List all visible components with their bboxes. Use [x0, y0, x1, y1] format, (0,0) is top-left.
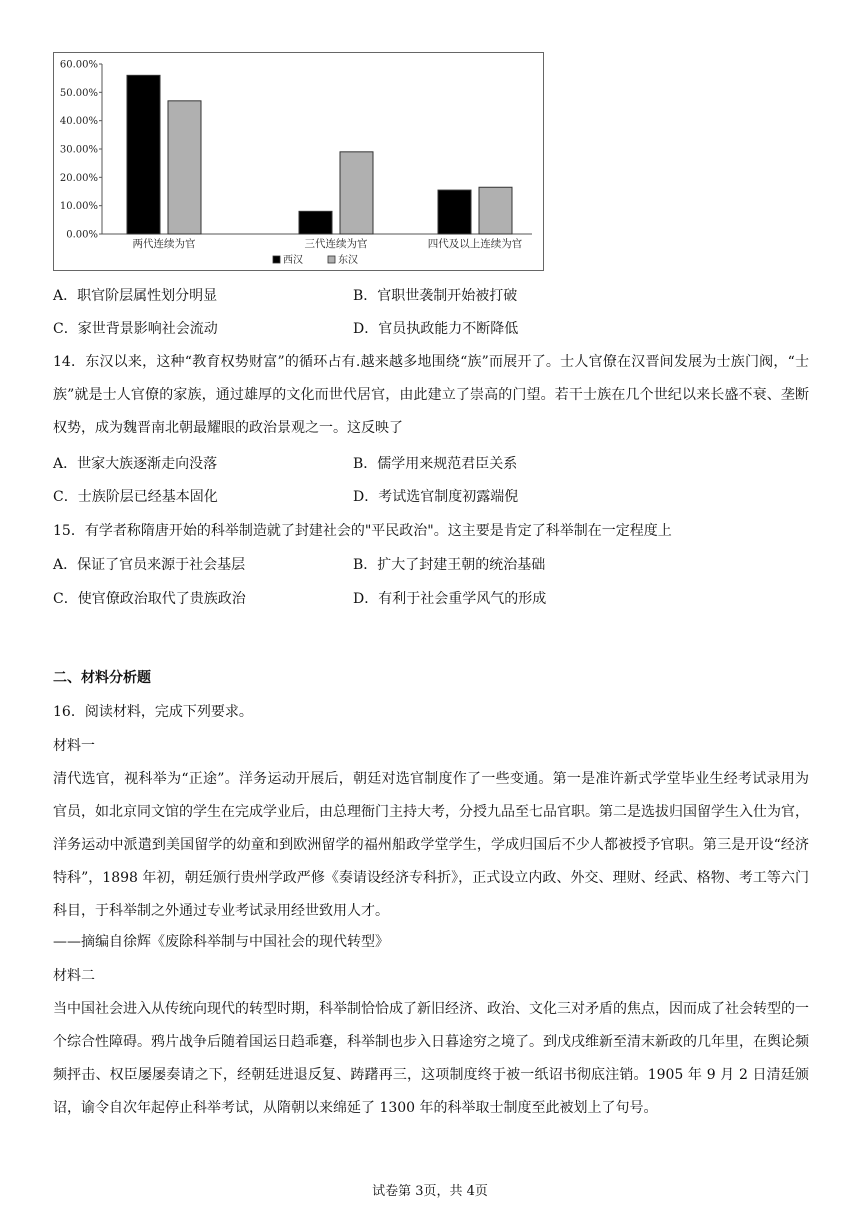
page-footer: 试卷第 3页，共 4页 — [372, 1184, 488, 1199]
y-tick-label: 50.00% — [59, 87, 98, 99]
q14-option-d[interactable]: D．考试选官制度初露端倪 — [353, 489, 519, 505]
y-tick-label: 60.00% — [59, 59, 98, 71]
q13-option-a[interactable]: A．职官阶层属性划分明显 — [53, 288, 218, 304]
q14-option-b[interactable]: B．儒学用来规范君臣关系 — [353, 456, 518, 472]
y-tick-label: 30.00% — [59, 144, 98, 156]
material2-text: 当中国社会进入从传统向现代的转型时期，科举制恰恰成了新旧经济、政治、文化三对矛盾的焦点，因而成了社会转型的一个综合性障碍。鸦片战争后随着国运日趋乖蹇，科举制也步入日暮途穷之境了。到戊戌维新至清末新政的几年里，在舆论频频抨击、权臣屡屡奏请之下，经朝廷进退反复、踌躇再三，这项制度终于被一纸诏书彻底注销。1905 年 9 月 2 日清廷颁诏，谕令自次年起停止科举考试，从隋朝以来绵延了 1300 年的科举取士制度至此被划上了句号。 — [53, 1001, 809, 1116]
q14-stem: 14．东汉以来，这种“教育权势财富”的循环占有.越来越多地围绕“族”而展开了。士人官僚在汉晋间发展为士族门阀，“士族”就是士人官僚的家族，通过雄厚的文化而世代居官，由此建立了崇高的门望。若干士族在几个世纪以来长盛不衰、垄断权势，成为魏晋南北朝最耀眼的政治景观之一。这反映了 — [53, 354, 809, 436]
y-tick-label: 0.00% — [66, 229, 98, 241]
x-tick-label: 四代及以上连续为官 — [427, 238, 523, 250]
material1-text: 清代选官，视科举为“正途”。洋务运动开展后，朝廷对选官制度作了一些变通。第一是准许新式学堂毕业生经考试录用为官员，如北京同文馆的学生在完成学业后，由总理衙门主持大考，分授九品至七品官职。第二是选拔归国留学生入仕为官，洋务运动中派遣到美国留学的幼童和到欧洲留学的福州船政学堂学生，学成归国后不少人都被授予官职。第三是开设“经济特科”，1898 年初，朝廷颁行贵州学政严修《奏请设经济专科折》，正式设立内政、外交、理财、经武、格物、考工等六门科目，于科举制之外通过专业考试录用经世致用人才。 — [53, 771, 809, 919]
bar-chart — [53, 52, 544, 271]
q14-option-c[interactable]: C．士族阶层已经基本固化 — [53, 489, 218, 505]
bar-chart-svg — [54, 53, 545, 272]
q13-option-d[interactable]: D．官员执政能力不断降低 — [353, 321, 519, 337]
bar-1-0 — [299, 211, 332, 234]
material1-label: 材料一 — [53, 738, 95, 754]
legend-label-0: 西汉 — [283, 255, 303, 266]
bar-2-0 — [438, 190, 471, 234]
legend-swatch-0 — [273, 256, 280, 263]
bar-2-1 — [479, 187, 512, 234]
q13-option-b[interactable]: B．官职世袭制开始被打破 — [353, 288, 518, 304]
bar-0-0 — [127, 75, 160, 234]
section-title: 二、材料分析题 — [53, 670, 151, 686]
q15-option-c[interactable]: C．使官僚政治取代了贵族政治 — [53, 591, 246, 607]
material1-source: ——摘编自徐辉《废除科举制与中国社会的现代转型》 — [53, 934, 389, 950]
q15-option-d[interactable]: D．有利于社会重学风气的形成 — [353, 591, 547, 607]
y-tick-label: 40.00% — [59, 116, 98, 128]
x-tick-label: 三代连续为官 — [304, 238, 368, 250]
x-tick-label: 两代连续为官 — [132, 238, 196, 250]
q15-option-a[interactable]: A．保证了官员来源于社会基层 — [53, 557, 246, 573]
bar-1-1 — [340, 152, 373, 234]
q16-stem: 16．阅读材料，完成下列要求。 — [53, 704, 253, 720]
legend-label-1: 东汉 — [338, 255, 358, 266]
q15-option-b[interactable]: B．扩大了封建王朝的统治基础 — [353, 557, 546, 573]
y-tick-label: 20.00% — [59, 172, 98, 184]
y-tick-label: 10.00% — [59, 201, 98, 213]
q15-stem: 15．有学者称隋唐开始的科举制造就了封建社会的"平民政治"。这主要是肯定了科举制在一定程度上 — [53, 523, 672, 539]
legend-swatch-1 — [328, 256, 335, 263]
q13-option-c[interactable]: C．家世背景影响社会流动 — [53, 321, 218, 337]
q14-option-a[interactable]: A．世家大族逐渐走向没落 — [53, 456, 218, 472]
bar-0-1 — [168, 101, 201, 234]
material2-label: 材料二 — [53, 968, 95, 984]
